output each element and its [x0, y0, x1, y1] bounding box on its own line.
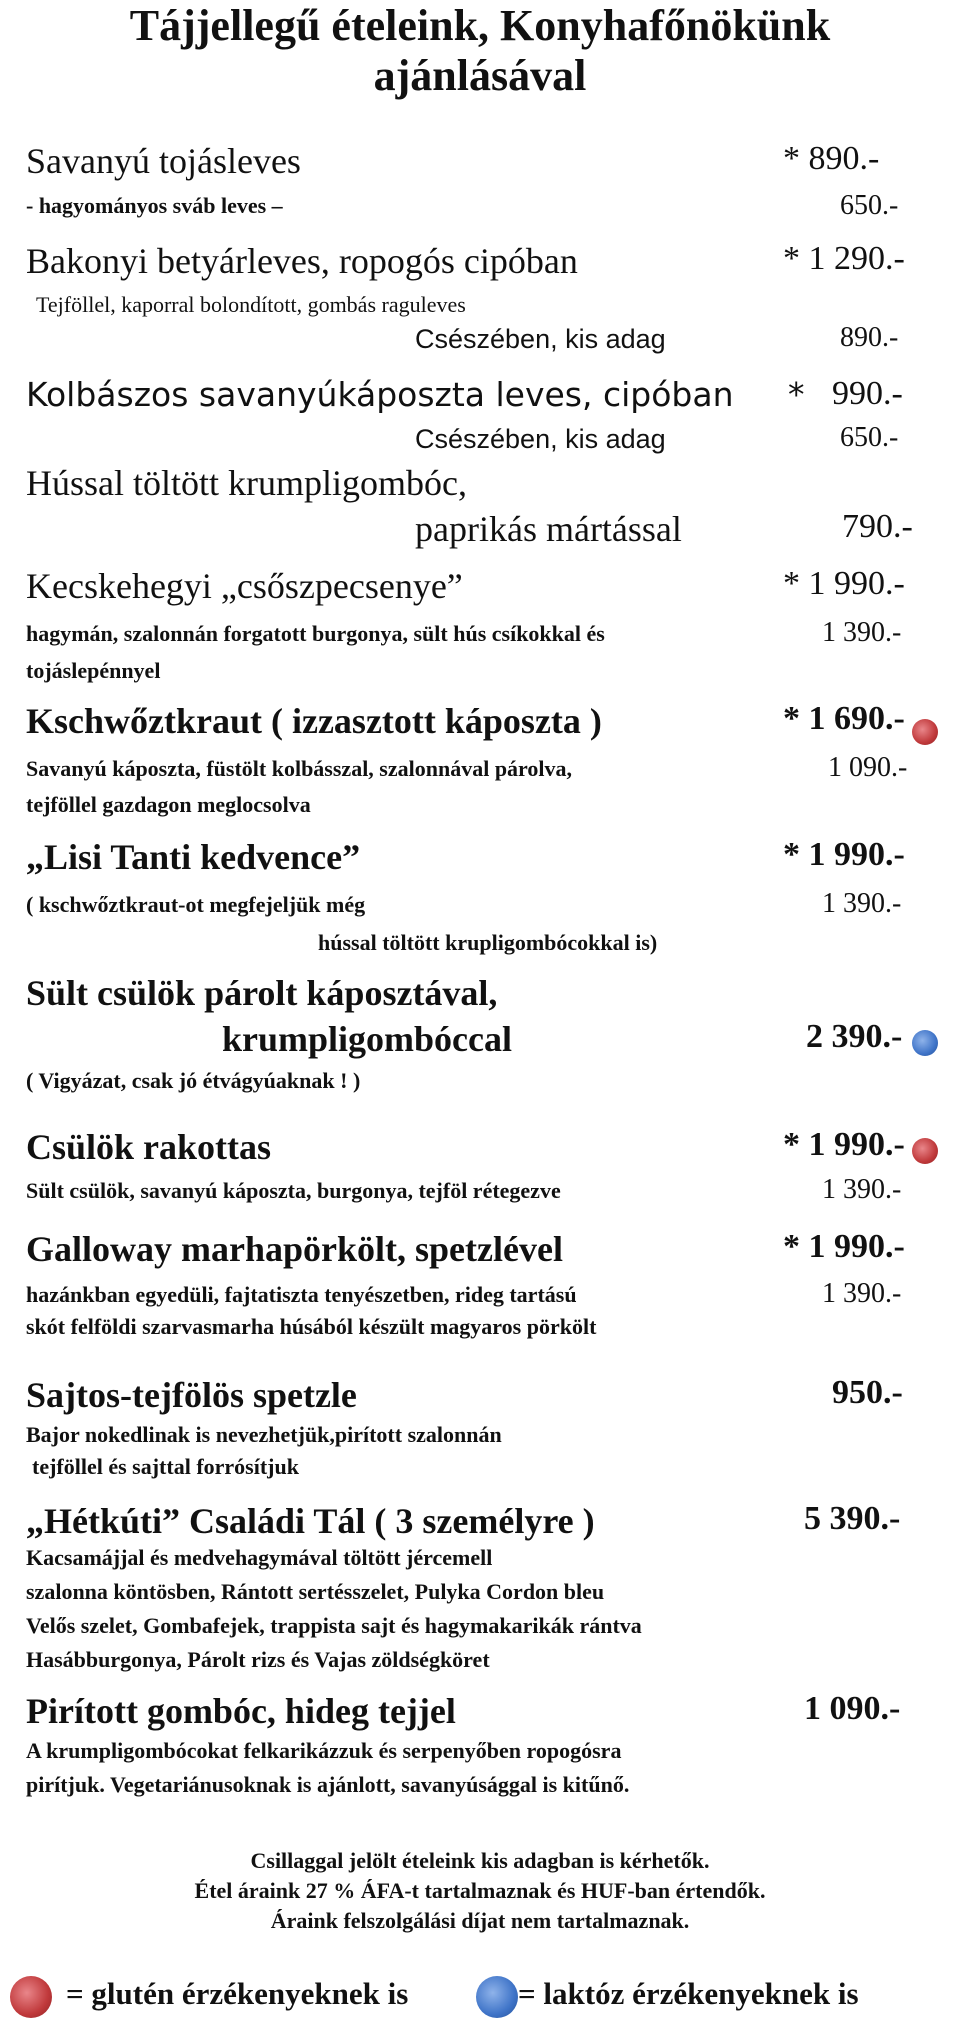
item-name: Savanyú tojásleves: [26, 141, 301, 181]
legend-gluten: = glutén érzékenyeknek is: [66, 1976, 409, 2011]
item-price: * 1 290.-: [783, 240, 905, 277]
item-price: 790.-: [842, 508, 913, 545]
item-name: „Lisi Tanti kedvence”: [26, 837, 361, 877]
item-name: Pirított gombóc, hideg tejjel: [26, 1691, 456, 1731]
item-small-price: 650.-: [840, 422, 899, 453]
footer-note: Áraink felszolgálási díjat nem tartalmaznak.: [270, 1908, 690, 1933]
item-name: Kolbászos savanyúkáposzta leves, cipóban: [26, 375, 734, 414]
item-description: skót felföldi szarvasmarha húsából készült magyaros pörkölt: [26, 1314, 597, 1339]
red-dot-icon: [912, 719, 938, 745]
item-description: pirítjuk. Vegetariánusoknak is ajánlott, savanyúsággal is kitűnő.: [26, 1772, 630, 1797]
item-price: 1 090.-: [804, 1690, 901, 1727]
item-small-price: 890.-: [840, 322, 899, 353]
item-description: Bajor nokedlinak is nevezhetjük,pirított szalonnán: [26, 1422, 502, 1447]
blue-dot-icon: [476, 1976, 518, 2018]
item-description: Savanyú káposzta, füstölt kolbásszal, szalonnával párolva,: [26, 756, 573, 781]
page-title-line1: Tájjellegű ételeink, Konyhafőnökünk: [129, 1, 831, 50]
red-dot-icon: [912, 1138, 938, 1164]
item-cup-label: Csészében, kis adag: [415, 324, 666, 354]
red-dot-icon: [10, 1976, 52, 2018]
item-description: ( Vigyázat, csak jó étvágyúaknak ! ): [26, 1068, 361, 1093]
legend-lactose: = laktóz érzékenyeknek is: [518, 1976, 859, 2011]
item-name: „Hétkúti” Családi Tál ( 3 személyre ): [26, 1501, 595, 1541]
footer-note: Étel áraink 27 % ÁFA-t tartalmaznak és HUF-ban értendők.: [194, 1878, 766, 1903]
item-name: Hússal töltött krumpligombóc,: [26, 463, 467, 503]
item-small-price: 1 390.-: [822, 888, 902, 919]
item-name: Kschwőztkraut ( izzasztott káposzta ): [26, 701, 602, 741]
item-small-price: 1 390.-: [822, 617, 902, 648]
item-name-line2: paprikás mártással: [415, 509, 682, 549]
item-description: hazánkban egyedüli, fajtatiszta tenyészetben, rideg tartású: [26, 1282, 577, 1307]
item-price: * 1 990.-: [783, 1228, 905, 1265]
item-description: tejföllel gazdagon meglocsolva: [26, 792, 311, 817]
item-description: Tejföllel, kaporral bolondított, gombás raguleves: [36, 292, 466, 317]
footer-note: Csillaggal jelölt ételeink kis adagban is kérhetők.: [250, 1848, 710, 1873]
item-small-price: 1 390.-: [822, 1278, 902, 1309]
item-description: szalonna köntösben, Rántott sertésszelet, Pulyka Cordon bleu: [26, 1579, 605, 1604]
page-title-line2: ajánlásával: [373, 51, 587, 100]
item-description: Velős szelet, Gombafejek, trappista sajt és hagymakarikák rántva: [26, 1613, 642, 1638]
item-description: hússal töltött krupligombócokkal is): [318, 930, 658, 955]
item-name: Csülök rakottas: [26, 1127, 272, 1167]
item-small-price: 1 390.-: [822, 1174, 902, 1205]
item-name: Kecskehegyi „csőszpecsenye”: [26, 566, 463, 606]
item-price: 990.-: [832, 375, 903, 412]
item-name: Sült csülök párolt káposztával,: [26, 973, 498, 1013]
item-price: * 1 990.-: [783, 836, 905, 873]
item-price: * 1 990.-: [783, 565, 905, 602]
item-description: A krumpligombócokat felkarikázzuk és serpenyőben ropogósra: [26, 1738, 622, 1763]
item-name: Galloway marhapörkölt, spetzlével: [26, 1229, 563, 1269]
item-description: hagymán, szalonnán forgatott burgonya, sült hús csíkokkal és: [26, 621, 605, 646]
item-cup-label: Csészében, kis adag: [415, 424, 666, 454]
item-price: * 1 690.-: [783, 700, 905, 737]
item-description: Hasábburgonya, Párolt rizs és Vajas zöldségköret: [26, 1647, 490, 1672]
item-price: 950.-: [832, 1374, 903, 1411]
item-star: *: [788, 375, 805, 414]
item-price: * 1 990.-: [783, 1126, 905, 1163]
item-small-price: 1 090.-: [828, 752, 908, 783]
item-price: 5 390.-: [804, 1500, 901, 1537]
blue-dot-icon: [912, 1030, 938, 1056]
item-small-price: 650.-: [840, 190, 899, 221]
item-description: tejföllel és sajttal forrósítjuk: [32, 1454, 299, 1479]
item-description: Kacsamájjal és medvehagymával töltött jércemell: [26, 1545, 493, 1570]
item-description: Sült csülök, savanyú káposzta, burgonya, tejföl rétegezve: [26, 1178, 561, 1203]
item-description: ( kschwőztkraut-ot megfejeljük még: [26, 892, 366, 917]
item-price: 2 390.-: [806, 1018, 903, 1055]
item-name: Bakonyi betyárleves, ropogós cipóban: [26, 241, 578, 281]
item-price: * 890.-: [783, 140, 880, 177]
item-name-line2: krumpligombóccal: [222, 1019, 513, 1059]
item-subtitle: - hagyományos sváb leves –: [26, 193, 283, 218]
item-name: Sajtos-tejfölös spetzle: [26, 1375, 357, 1415]
item-description: tojáslepénnyel: [26, 658, 161, 683]
